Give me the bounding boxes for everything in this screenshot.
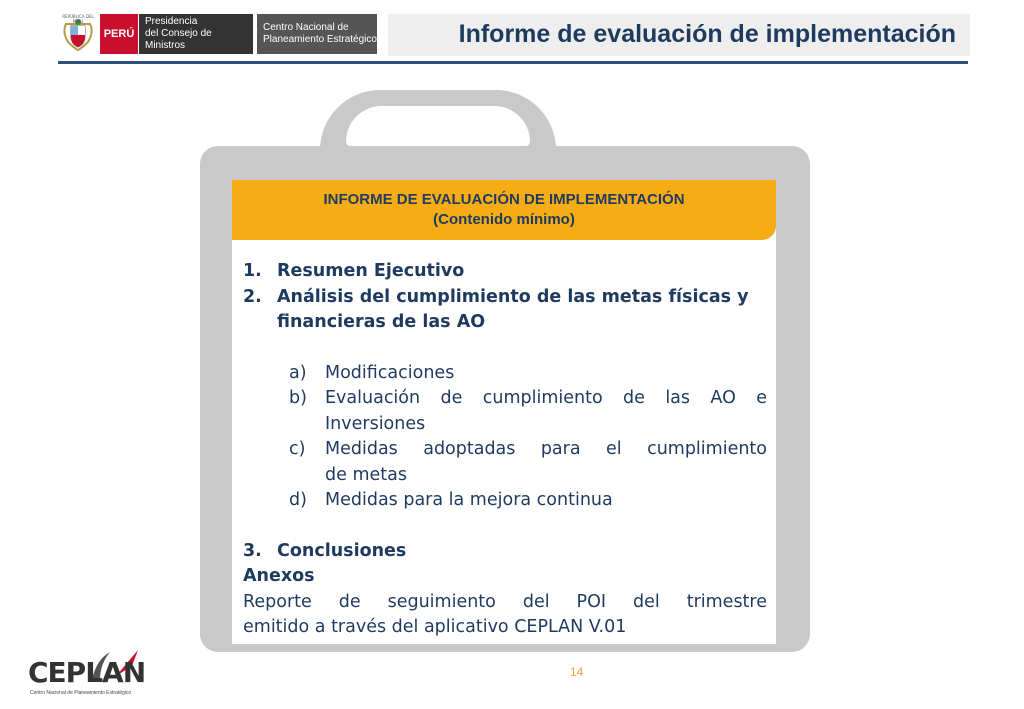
pcm-line1: Presidencia — [145, 16, 198, 27]
card-content — [243, 259, 767, 641]
spacer — [243, 336, 767, 361]
card-header — [232, 180, 776, 240]
clipboard-clip-hole — [346, 106, 530, 146]
ceplan-line2: Planeamiento Estratégico — [263, 34, 377, 45]
coat-of-arms-icon — [58, 14, 98, 54]
sub-item-text: de metas — [325, 464, 407, 485]
item-text: Análisis del cumplimiento de las metas físicas y — [277, 286, 749, 307]
ceplan-wordmark: CEPLAN — [28, 656, 146, 689]
card-heading: INFORME DE EVALUACIÓN DE IMPLEMENTACIÓN — [323, 191, 685, 208]
emblem-caption: REPÚBLICA DEL PERÚ — [62, 14, 94, 24]
sub-item-text: Medidas adoptadas para el cumplimiento — [325, 439, 767, 459]
sub-list-item — [289, 437, 767, 488]
annex-title: Anexos — [243, 566, 315, 586]
ceplan-line1: Centro Nacional de — [263, 22, 349, 33]
item-text: Resumen Ejecutivo — [277, 261, 465, 281]
sub-item-text: Modificaciones — [325, 362, 455, 383]
item-number: 1. — [243, 261, 262, 281]
item-number: 3. — [243, 540, 262, 561]
sub-item-letter: d) — [289, 490, 307, 510]
title-bar — [388, 14, 970, 56]
page-number: 14 — [570, 665, 584, 679]
list-item — [243, 285, 767, 336]
header-divider — [58, 61, 968, 64]
sub-item-letter: b) — [289, 388, 307, 408]
pcm-line2: del Consejo de Ministros — [145, 28, 212, 51]
list-item — [243, 539, 767, 565]
pcm-label — [138, 14, 253, 54]
ceplan-caption: Centro Nacional de Planeamiento Estratégico — [30, 690, 132, 696]
ceplan-label — [257, 14, 377, 54]
sub-list-item — [289, 361, 767, 387]
sub-item-text: Medidas para la mejora continua — [325, 490, 613, 510]
sub-list-item — [289, 488, 767, 514]
page-title: Informe de evaluación de implementación — [458, 20, 956, 48]
annex-text-line2: emitido a través del aplicativo CEPLAN V.01 — [243, 617, 627, 637]
government-logo — [58, 14, 377, 54]
item-text: Conclusiones — [277, 540, 407, 561]
item-text: financieras de las AO — [277, 312, 486, 332]
peru-badge: PERÚ — [100, 14, 138, 54]
annex-text-line1: Reporte de seguimiento del POI del trimestre — [243, 591, 767, 612]
sub-item-letter: a) — [289, 362, 307, 383]
sub-item-text: Inversiones — [325, 413, 426, 434]
item-number: 2. — [243, 286, 262, 307]
sub-list-item — [289, 386, 767, 437]
sub-item-letter: c) — [289, 439, 306, 459]
ceplan-logo — [28, 646, 146, 698]
spacer — [243, 514, 767, 539]
sub-item-text: Evaluación de cumplimiento de las AO e — [325, 388, 767, 408]
list-item — [243, 259, 767, 285]
card-subheading: (Contenido mínimo) — [433, 211, 575, 228]
